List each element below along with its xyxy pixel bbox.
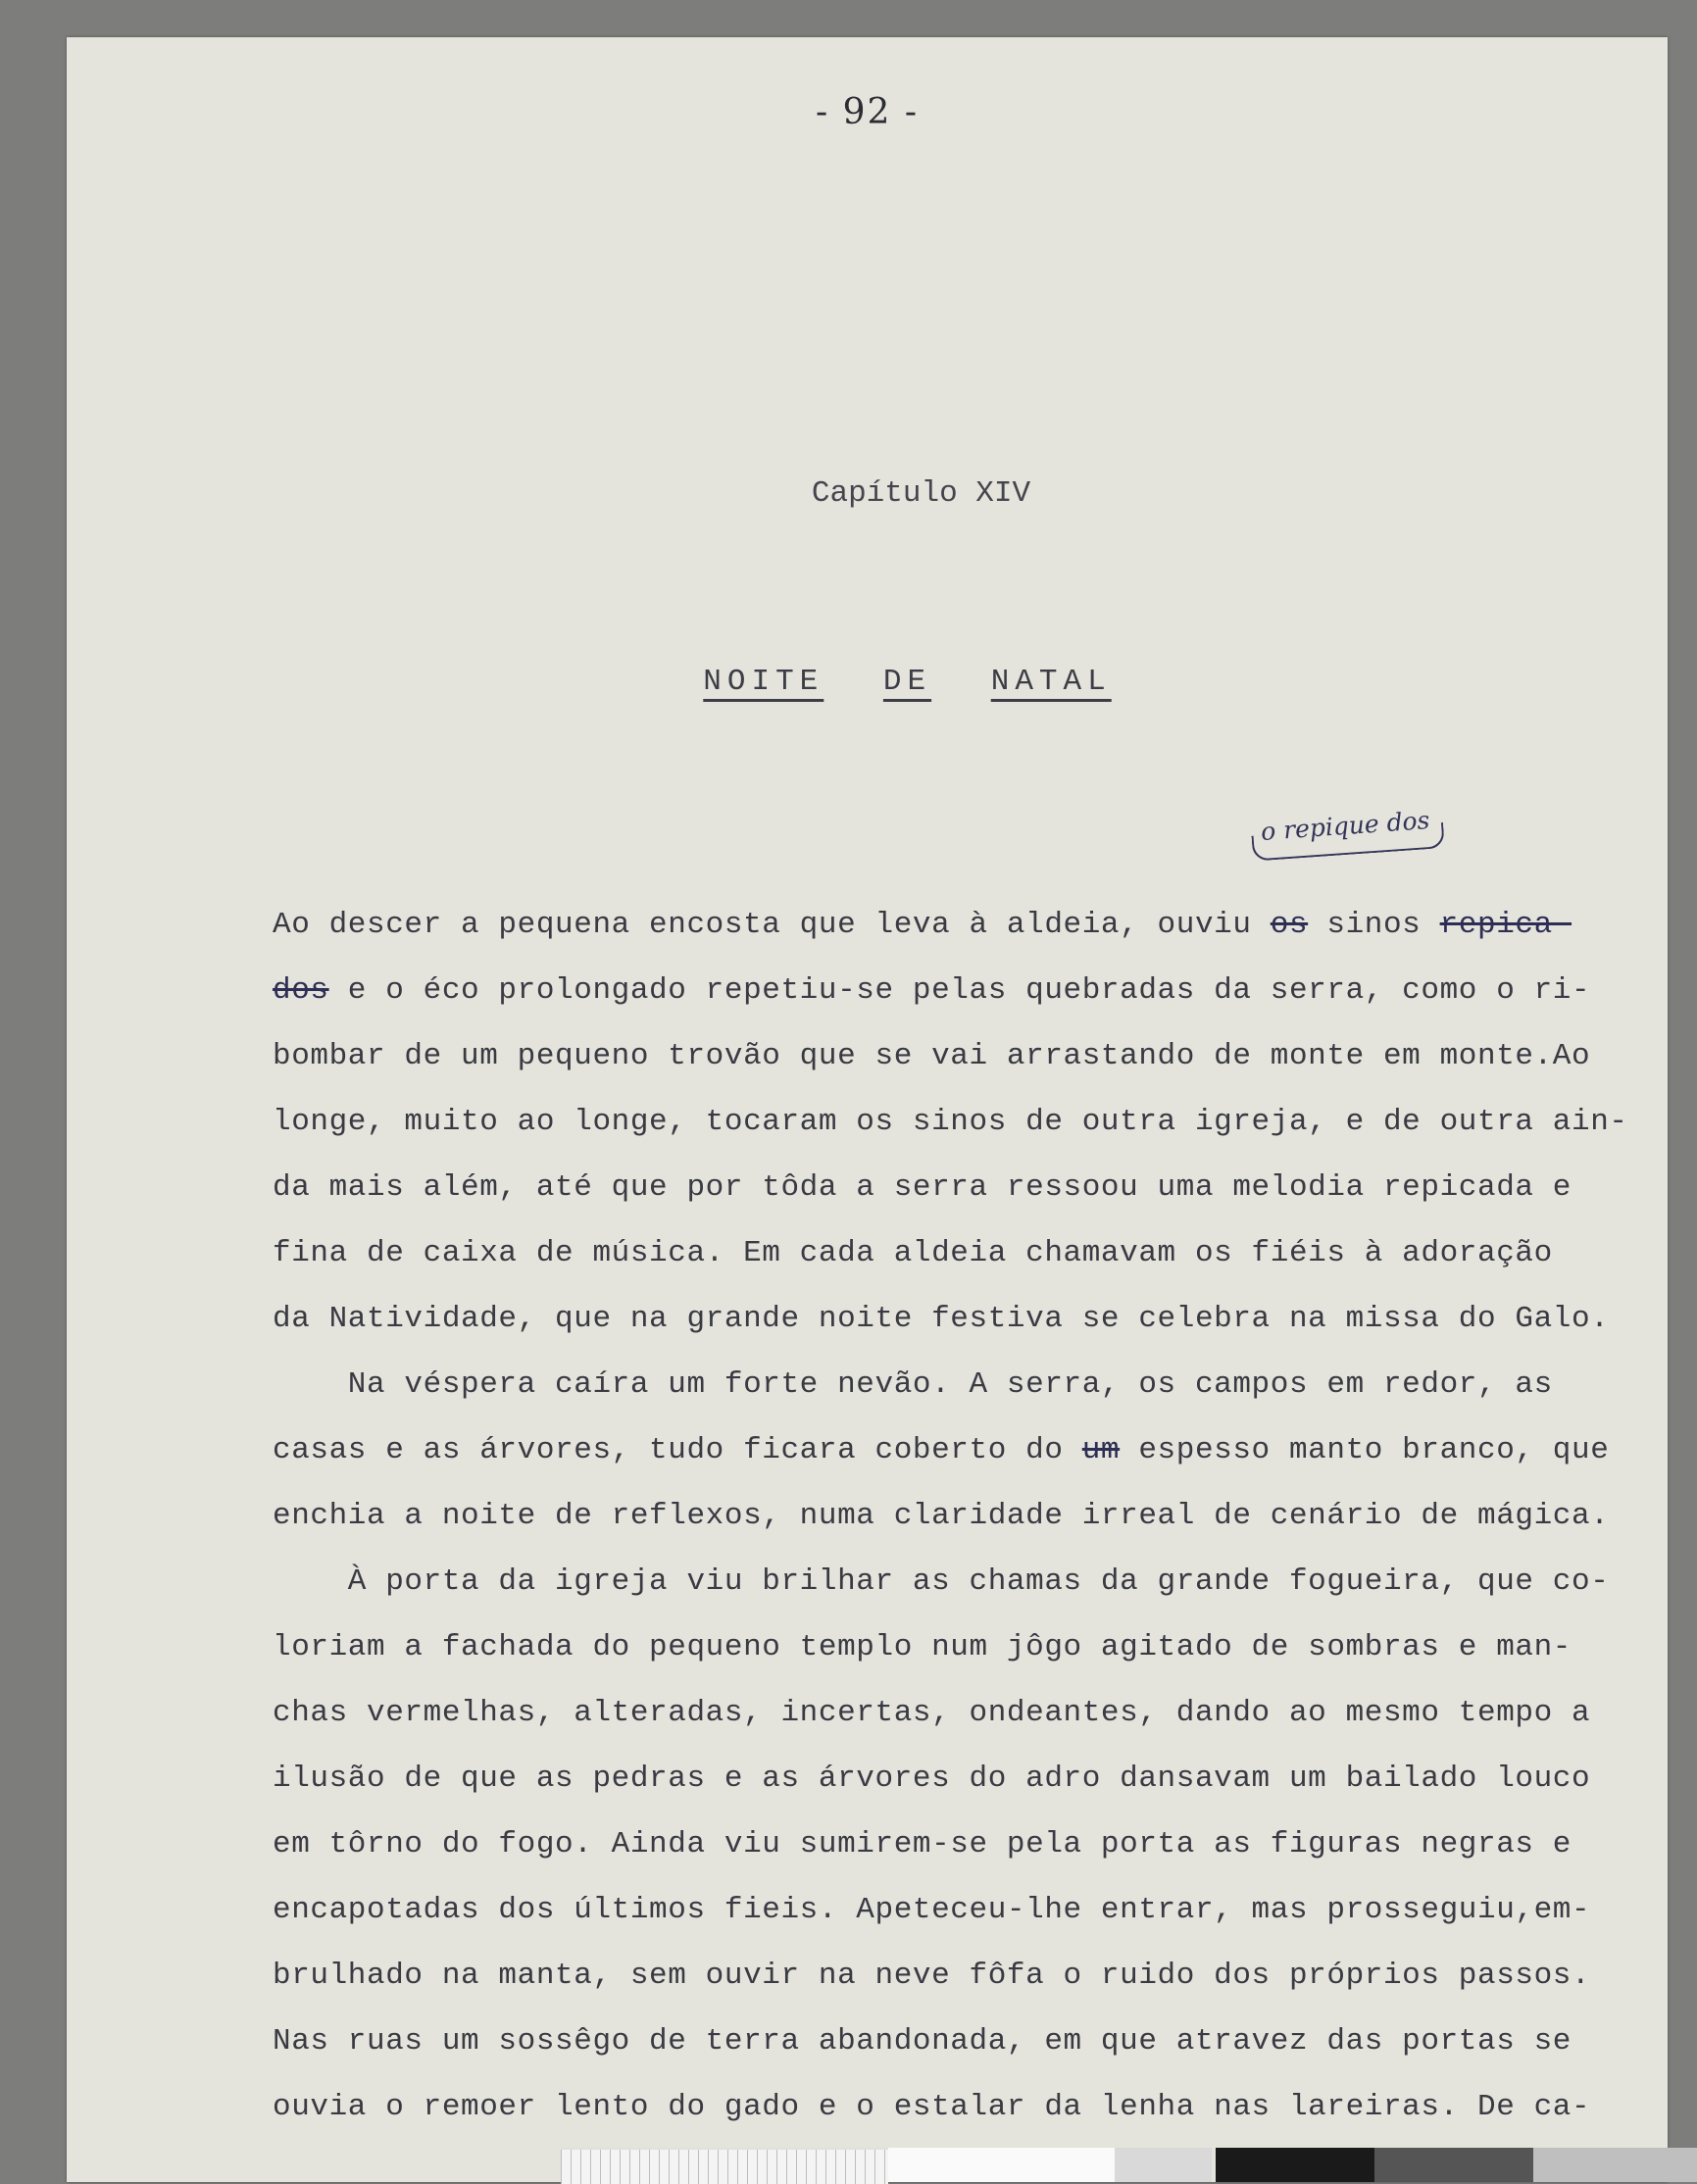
chapter-title (67, 665, 1668, 699)
struck-word: os (1270, 908, 1309, 942)
line-text: Ao descer a pequena encosta que leva à aldeia, ouviu (273, 908, 1271, 942)
text-line: da mais além, até que por tôda a serra ressoou uma melodia repicada e (273, 1170, 1572, 1205)
text-line (273, 892, 1697, 958)
text-line: chas vermelhas, alteradas, incertas, ondeantes, dando ao mesmo tempo a (273, 1696, 1591, 1730)
text-line: ouvia o remoer lento do gado e o estalar da lenha nas lareiras. De ca- (273, 2090, 1591, 2124)
text-line (273, 958, 1697, 1023)
line-text: espesso manto branco, que (1120, 1433, 1610, 1467)
text-line: brulhado na manta, sem ouvir na neve fôfa o ruido dos próprios passos. (273, 1959, 1591, 1993)
struck-word: repica- (1439, 908, 1572, 942)
text-line: Nas ruas um sossêgo de terra abandonada, em que atravez das portas se (273, 2024, 1572, 2059)
page-number: - 92 - (815, 92, 920, 132)
text-line: bombar de um pequeno trovão que se vai arrastando de monte em monte.Ao (273, 1039, 1591, 1073)
text-line: loriam a fachada do pequeno templo num jôgo agitado de sombras e man- (273, 1630, 1572, 1664)
handwritten-annotation: o repique dos (1260, 806, 1431, 846)
text-line: em tôrno do fogo. Ainda viu sumirem-se pela porta as figuras negras e (273, 1827, 1572, 1861)
text-line: Na véspera caíra um forte nevão. A serra, os campos em redor, as (273, 1367, 1553, 1402)
text-line: enchia a noite de reflexos, numa claridade irreal de cenário de mágica. (273, 1499, 1610, 1533)
chapter-label: Capítulo XIV (811, 476, 1031, 511)
text-line: fina de caixa de música. Em cada aldeia chamavam os fiéis à adoração (273, 1236, 1553, 1270)
grayscale-calibration-strip (1216, 2148, 1697, 2182)
text-line: longe, muito ao longe, tocaram os sinos de outra igreja, e de outra ain- (273, 1105, 1628, 1139)
struck-word: um (1081, 1433, 1121, 1467)
body-text (273, 892, 1697, 2140)
text-line (273, 1417, 1697, 1483)
color-calibration-strip (888, 2148, 1212, 2182)
line-text: e o éco prolongado repetiu-se pelas quebradas da serra, como o ri- (328, 973, 1591, 1008)
text-line: À porta da igreja viu brilhar as chamas da grande fogueira, que co- (273, 1564, 1610, 1599)
text-line: da Natividade, que na grande noite festiva se celebra na missa do Galo. (273, 1302, 1610, 1336)
line-text: casas e as árvores, tudo ficara coberto do (273, 1433, 1082, 1467)
title-word: NOITE (703, 665, 824, 699)
text-line: ilusão de que as pedras e as árvores do adro dansavam um bailado louco (273, 1762, 1591, 1796)
scale-ruler (561, 2148, 888, 2184)
title-word: DE (882, 665, 932, 699)
typewritten-page (67, 37, 1668, 2182)
title-word: NATAL (990, 665, 1112, 699)
text-line: encapotadas dos últimos fieis. Apeteceu-lhe entrar, mas prosseguiu,em- (273, 1893, 1591, 1927)
line-text: sinos (1308, 908, 1440, 942)
struck-word: dos (273, 973, 329, 1008)
